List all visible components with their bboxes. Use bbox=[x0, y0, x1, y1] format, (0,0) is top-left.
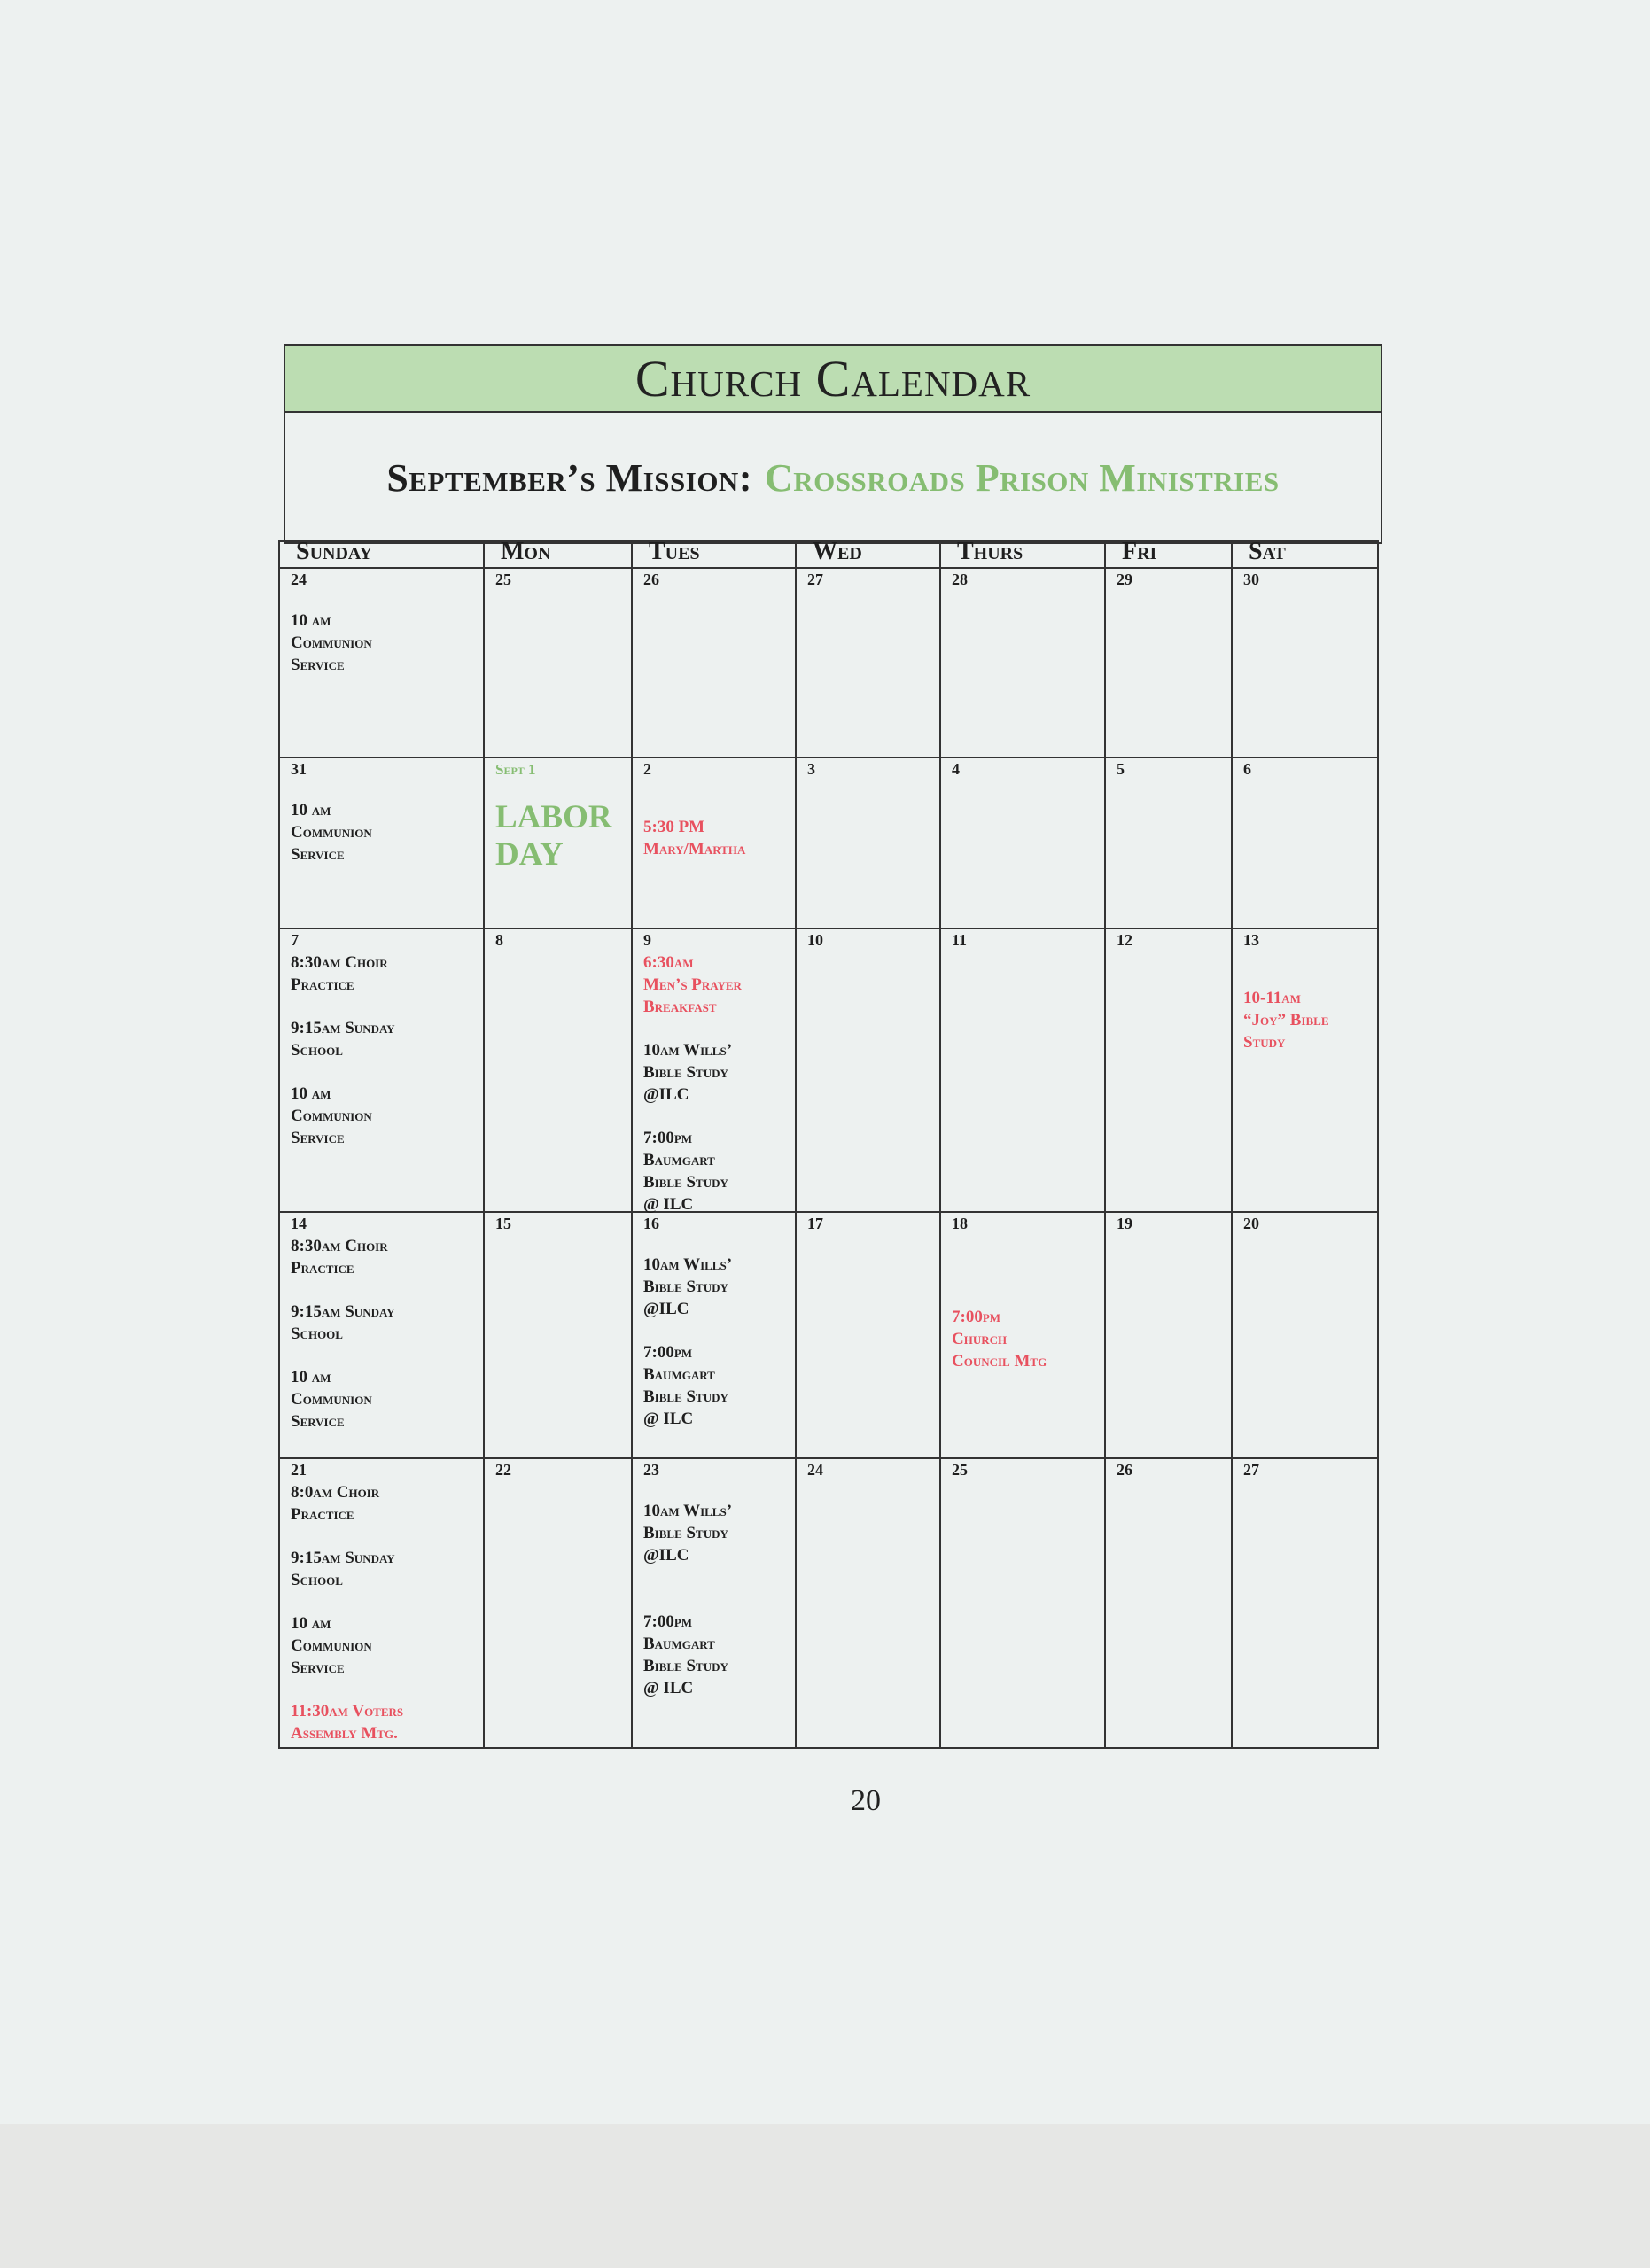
day-number: 18 bbox=[952, 1215, 968, 1232]
day-cell bbox=[643, 569, 821, 610]
day-number: 29 bbox=[1117, 571, 1132, 588]
day-number: 27 bbox=[1243, 1461, 1259, 1479]
day-number: 25 bbox=[952, 1461, 968, 1479]
day-cell bbox=[291, 1459, 468, 1766]
event-entry: 10-11am “Joy” Bible Study bbox=[1243, 989, 1329, 1052]
day-header-mon: Mon bbox=[501, 538, 551, 565]
calendar-title: Church Calendar bbox=[284, 344, 1382, 413]
day-number: 24 bbox=[807, 1461, 823, 1479]
day-header-sunday: Sunday bbox=[296, 538, 372, 565]
day-cell bbox=[1243, 758, 1420, 799]
event-entry: 10 am Communion Service bbox=[291, 611, 372, 674]
day-number: 13 bbox=[1243, 931, 1259, 949]
day-cell bbox=[1243, 1213, 1420, 1254]
day-number: 22 bbox=[495, 1461, 511, 1479]
mission-value: Crossroads Prison Ministries bbox=[764, 455, 1280, 500]
day-header-tues: Tues bbox=[649, 538, 700, 565]
event-entry: 7:00pm Baumgart Bible Study @ ILC bbox=[643, 1343, 728, 1428]
day-cell bbox=[643, 758, 821, 882]
event-entry: 8:0am Choir Practice bbox=[291, 1483, 380, 1524]
day-header-thurs: Thurs bbox=[957, 538, 1023, 565]
day-cell bbox=[1243, 569, 1420, 610]
holiday-label: LABOR DAY bbox=[495, 799, 612, 873]
day-cell bbox=[291, 929, 468, 1170]
day-number: 5 bbox=[1117, 760, 1125, 778]
day-number: 31 bbox=[291, 760, 307, 778]
event-entry: 10am Wills’ Bible Study @ILC bbox=[643, 1502, 733, 1565]
day-number: 11 bbox=[952, 931, 968, 949]
day-cell bbox=[643, 1459, 821, 1720]
day-number: 26 bbox=[643, 571, 659, 588]
mission-label: September’s Mission: bbox=[386, 455, 752, 500]
day-number: 17 bbox=[807, 1215, 823, 1232]
day-number: 14 bbox=[291, 1215, 307, 1232]
day-header-fri: Fri bbox=[1122, 538, 1157, 565]
day-number: 4 bbox=[952, 760, 960, 778]
day-number: 20 bbox=[1243, 1215, 1259, 1232]
event-entry: 10 am Communion Service bbox=[291, 801, 372, 864]
event-entry: 9:15am Sunday School bbox=[291, 1302, 395, 1343]
scanner-background bbox=[0, 2124, 1650, 2268]
event-entry: 10 am Communion Service bbox=[291, 1614, 372, 1677]
day-number: 12 bbox=[1117, 931, 1132, 949]
calendar-grid bbox=[278, 540, 1379, 1749]
event-entry: 8:30am Choir Practice bbox=[291, 1237, 388, 1278]
event-entry: 5:30 PM Mary/Martha bbox=[643, 818, 746, 858]
event-entry: 7:00pm Baumgart Bible Study @ ILC bbox=[643, 1129, 728, 1214]
day-number: 8 bbox=[495, 931, 503, 949]
event-entry: 10 am Communion Service bbox=[291, 1084, 372, 1147]
day-cell bbox=[291, 758, 468, 887]
day-number: 26 bbox=[1117, 1461, 1132, 1479]
day-header-sat: Sat bbox=[1249, 538, 1286, 565]
event-entry: 10 am Communion Service bbox=[291, 1368, 372, 1431]
day-cell bbox=[291, 1213, 468, 1454]
day-number: 2 bbox=[643, 760, 651, 778]
day-cell bbox=[1243, 929, 1420, 1075]
day-cell bbox=[1243, 1459, 1420, 1500]
day-cell bbox=[952, 1213, 1129, 1394]
day-number: 7 bbox=[291, 931, 299, 949]
day-number: 15 bbox=[495, 1215, 511, 1232]
day-cell bbox=[291, 569, 468, 697]
event-entry: 9:15am Sunday School bbox=[291, 1019, 395, 1060]
day-cell bbox=[952, 758, 1129, 799]
day-number: 16 bbox=[643, 1215, 659, 1232]
day-number: 9 bbox=[643, 931, 651, 949]
day-cell bbox=[643, 1213, 821, 1451]
event-entry: 6:30am Men’s Prayer Breakfast bbox=[643, 953, 742, 1016]
event-entry: 9:15am Sunday School bbox=[291, 1549, 395, 1589]
day-number: 25 bbox=[495, 571, 511, 588]
day-cell bbox=[952, 1459, 1129, 1500]
day-number: Sept 1 bbox=[495, 761, 536, 778]
mission-banner bbox=[284, 413, 1382, 544]
day-number: 30 bbox=[1243, 571, 1259, 588]
day-number: 10 bbox=[807, 931, 823, 949]
event-entry: 11:30am Voters Assembly Mtg. bbox=[291, 1702, 404, 1743]
day-header-wed: Wed bbox=[813, 538, 862, 565]
event-entry: 10am Wills’ Bible Study @ILC bbox=[643, 1041, 733, 1104]
day-number: 23 bbox=[643, 1461, 659, 1479]
event-entry: 10am Wills’ Bible Study @ILC bbox=[643, 1255, 733, 1318]
event-entry: 7:00pm Church Council Mtg bbox=[952, 1308, 1047, 1371]
event-entry: 7:00pm Baumgart Bible Study @ ILC bbox=[643, 1612, 728, 1697]
day-number: 21 bbox=[291, 1461, 307, 1479]
day-cell bbox=[952, 929, 1129, 970]
day-cell bbox=[643, 929, 821, 1237]
day-number: 28 bbox=[952, 571, 968, 588]
day-number: 3 bbox=[807, 760, 815, 778]
day-cell bbox=[952, 569, 1129, 610]
day-number: 6 bbox=[1243, 760, 1251, 778]
day-number: 24 bbox=[291, 571, 307, 588]
event-entry: 8:30am Choir Practice bbox=[291, 953, 388, 994]
day-number: 19 bbox=[1117, 1215, 1132, 1232]
day-number: 27 bbox=[807, 571, 823, 588]
page-number: 20 bbox=[851, 1784, 881, 1817]
